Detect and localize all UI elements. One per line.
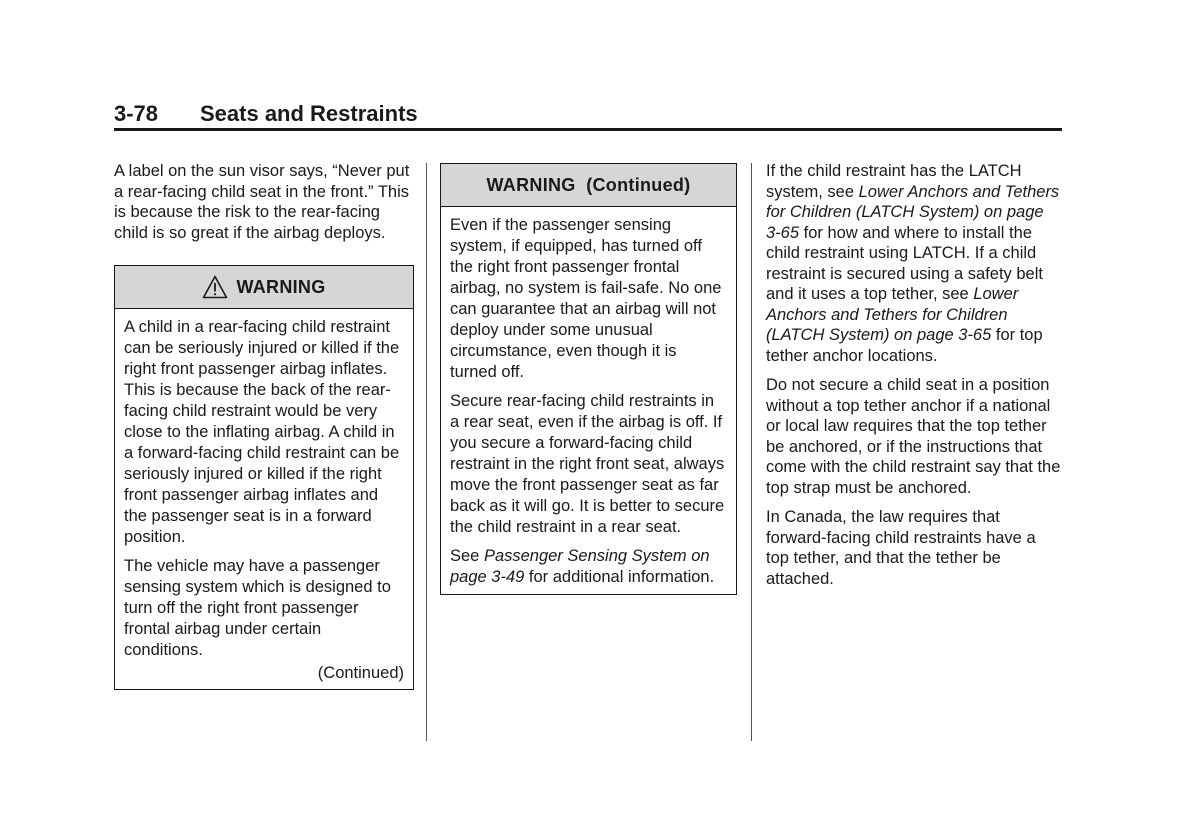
page-number: 3-78 [114, 101, 159, 126]
page-header [114, 101, 1062, 131]
warning-continued-title: WARNING (Continued) [486, 174, 691, 195]
warning-paragraph: The vehicle may have a passenger sensing system which is designed to turn off the right front passenger frontal airbag under certain conditions. [124, 557, 391, 659]
tether-paragraph: Do not secure a child seat in a position without a top tether anchor if a national or local law requires that the top tether be anchored, or if the instructions that come with the child restraint say that the top strap must be anchored. [766, 376, 1061, 497]
warning-box [114, 265, 414, 690]
column-3 [766, 161, 1062, 589]
intro-paragraph: A label on the sun visor says, “Never put a rear-facing child seat in the front.” This is because the risk to the rear-facing child is so great if the airbag deploys. [114, 162, 410, 242]
latch-paragraph [766, 161, 1062, 366]
cross-reference-link[interactable]: Lower Anchors and Tethers for Children (LATCH System) on page 3-65 [766, 182, 1060, 242]
warning-body [115, 309, 413, 689]
warning-paragraph: Even if the passenger sensing system, if equipped, has turned off the right front passenger frontal airbag, no system is fail-safe. No one can guarantee that an airbag will not deploy under some unusual circumstance, even though it is turned off. [450, 216, 722, 381]
warning-paragraph [450, 546, 727, 588]
cross-reference-link[interactable]: Passenger Sensing System on page 3-49 [450, 547, 710, 586]
warning-body [441, 207, 736, 594]
section-title: Seats and Restraints [200, 101, 418, 126]
canada-paragraph: In Canada, the law requires that forward-facing child restraints have a top tether, and that the tether be attached. [766, 508, 1036, 588]
continued-label: (Continued) [317, 664, 404, 682]
warning-paragraph: A child in a rear-facing child restraint can be seriously injured or killed if the right front passenger airbag inflates. This is because the back of the rear-facing child restraint would be very close to the inflating airbag. A child in a forward-facing child restraint can be seriously injured or killed if the right front passenger airbag inflates and the passenger seat is in a forward position. [124, 318, 400, 546]
warning-continued-header [441, 164, 736, 207]
column-1 [114, 161, 414, 690]
column-2 [440, 163, 737, 595]
warning-header [115, 266, 413, 309]
warning-continued-box [440, 163, 737, 595]
warning-title: WARNING [236, 276, 326, 297]
warning-triangle-icon [202, 275, 228, 299]
column-divider [426, 163, 427, 741]
text-run: for additional information. [524, 568, 715, 586]
header-rule [114, 128, 1062, 131]
text-run: See [450, 547, 484, 565]
text-run: for top tether anchor locations. [766, 326, 1043, 365]
text-run: If the child restraint has the LATCH system, see [766, 162, 1022, 201]
column-divider [751, 163, 752, 741]
warning-paragraph: Secure rear-facing child restraints in a rear seat, even if the airbag is off. If you secure a forward-facing child restraint in the right front seat, always move the front passenger seat as far back as it will go. It is better to secure the child restraint in a rear seat. [450, 392, 725, 536]
cross-reference-link[interactable]: Lower Anchors and Tethers for Children (LATCH System) on page 3-65 [766, 285, 1019, 344]
text-run: for how and where to install the child restraint using LATCH. If a child restraint is secured using a safety belt and it uses a top tether, see [766, 223, 1043, 303]
